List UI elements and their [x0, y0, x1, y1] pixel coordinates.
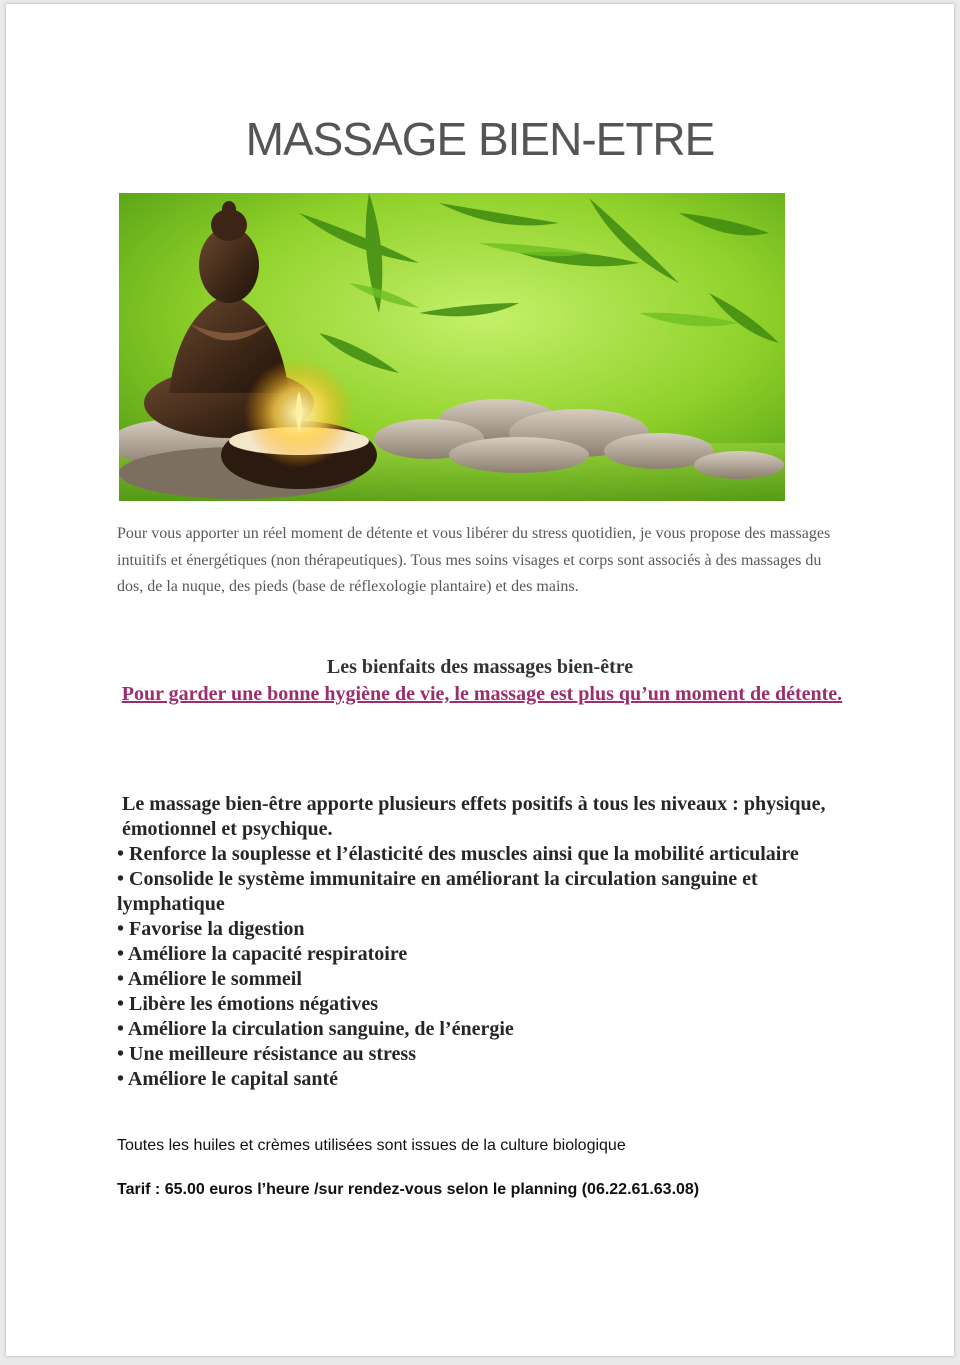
- price-line: Tarif : 65.00 euros l’heure /sur rendez-vous selon le planning (06.22.61.63.08): [117, 1181, 700, 1198]
- effect-item: • Améliore le sommeil: [117, 968, 302, 990]
- intro-paragraph: Pour vous apporter un réel moment de détente et vous libérer du stress quotidien, je vous propose des massages intuitifs et énergétiques (non thérapeutiques). Tous mes soins visages et corps sont associés à des massages du dos, de la nuque, des pieds (base de réflexologie plantaire) et des mains.: [117, 525, 831, 595]
- buddha-bamboo-stones-candle-photo: [119, 193, 785, 501]
- effect-item: • Améliore la capacité respiratoire: [117, 943, 408, 965]
- effect-item: • Améliore la circulation sanguine, de l’énergie: [117, 1018, 514, 1040]
- organic-oils-note: Toutes les huiles et crèmes utilisées sont issues de la culture biologique: [117, 1137, 626, 1154]
- effect-item: • Une meilleure résistance au stress: [117, 1043, 416, 1065]
- page-title: MASSAGE BIEN-ETRE: [245, 113, 715, 165]
- effect-item: • Libère les émotions négatives: [117, 993, 379, 1015]
- hero-image: [119, 193, 785, 501]
- benefits-subheading: Pour garder une bonne hygiène de vie, le massage est plus qu’un moment de détente.: [121, 683, 843, 705]
- effect-item: • Améliore le capital santé: [117, 1068, 339, 1090]
- effect-item: • Consolide le système immunitaire en améliorant la circulation sanguine et lymphatique: [117, 868, 758, 915]
- effects-intro: Le massage bien-être apporte plusieurs effets positifs à tous les niveaux : physique, émotionnel et psychique.: [122, 793, 826, 840]
- effect-item: • Favorise la digestion: [117, 918, 305, 940]
- effects-section: [117, 792, 852, 1092]
- effect-item: • Renforce la souplesse et l’élasticité des muscles ainsi que la mobilité articulaire: [117, 843, 799, 865]
- benefits-heading: Les bienfaits des massages bien-être: [326, 656, 634, 678]
